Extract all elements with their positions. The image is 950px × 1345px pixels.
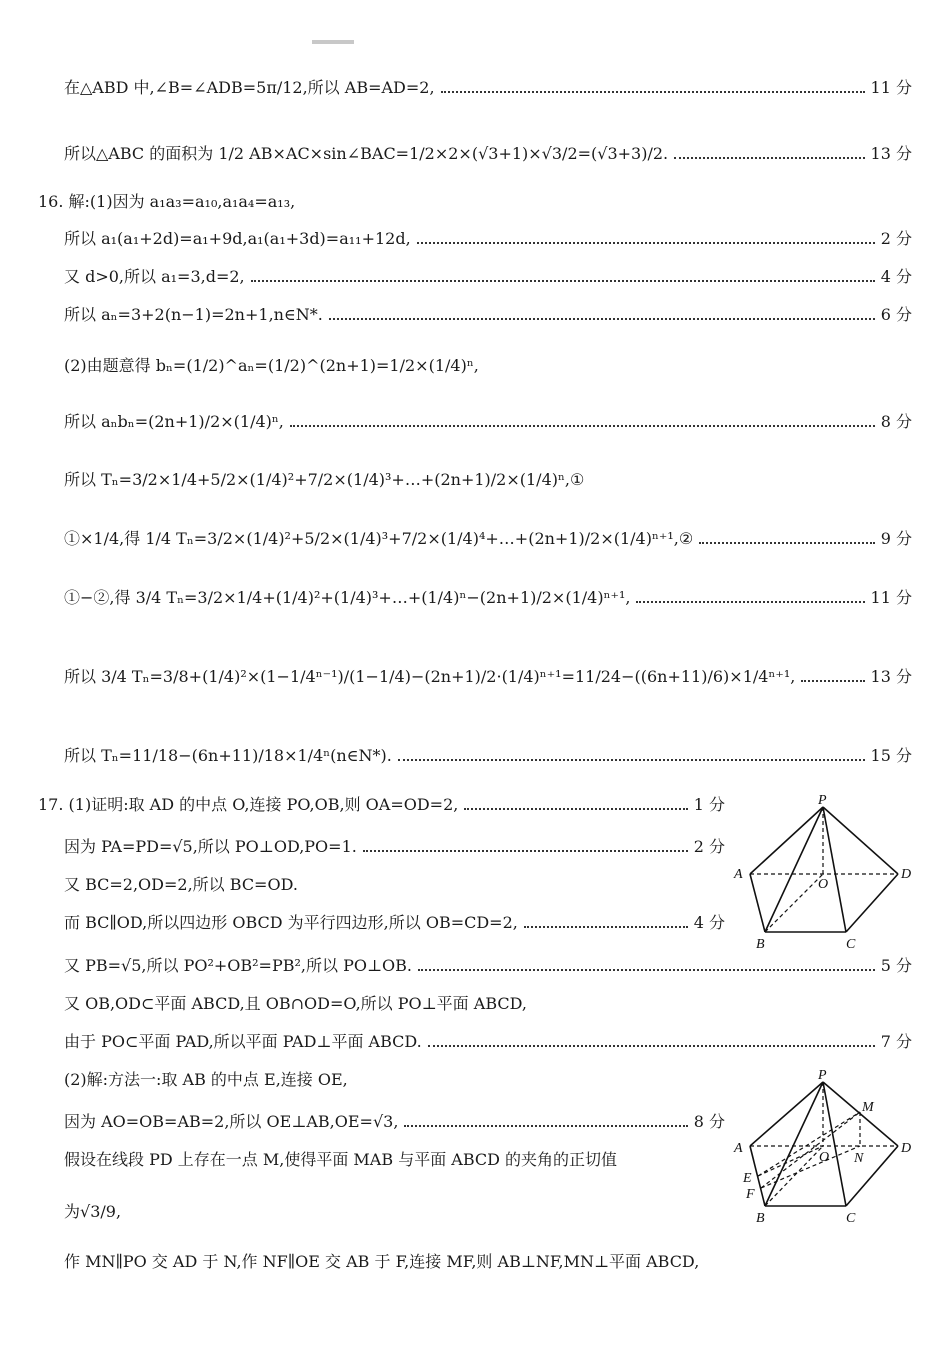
score: 2 分	[880, 229, 912, 248]
score: 6 分	[880, 305, 912, 324]
leader-dots	[398, 759, 865, 761]
line-text: 又 PB=√5,所以 PO²+OB²=PB²,所以 PO⊥OB.	[64, 956, 412, 975]
score: 4 分	[880, 267, 912, 286]
score: 7 分	[880, 1032, 912, 1051]
solution-line	[64, 261, 912, 293]
score: 13 分	[870, 667, 912, 686]
label-N: N	[854, 1151, 864, 1166]
label-M: M	[862, 1100, 874, 1115]
label-C: C	[846, 937, 856, 950]
leader-dots	[417, 242, 875, 244]
label-O: O	[819, 1150, 830, 1165]
solution-line	[64, 394, 912, 450]
score: 5 分	[880, 956, 912, 975]
line-text: 所以 Tₙ=3/2×1/4+5/2×(1/4)²+7/2×(1/4)³+…+(2n+1)/2×(1/4)ⁿ,①	[64, 470, 585, 489]
line-text: 为√3/9,	[64, 1202, 122, 1221]
line-text: ①×1/4,得 1/4 Tₙ=3/2×(1/4)²+5/2×(1/4)³+7/2×(1/4)⁴+…+(2n+1)/2×(1/4)ⁿ⁺¹,②	[64, 529, 694, 548]
label-D: D	[901, 1141, 912, 1156]
solution-line	[64, 299, 912, 331]
label-O: O	[818, 877, 829, 892]
line-text: 又 d>0,所以 a₁=3,d=2,	[64, 267, 245, 286]
score: 13 分	[870, 144, 912, 163]
score: 11 分	[870, 78, 912, 97]
pyramid-figure-2	[728, 1066, 918, 1226]
solution-line	[64, 637, 912, 717]
leader-dots	[329, 318, 875, 320]
leader-dots	[404, 1125, 687, 1127]
score: 11 分	[870, 588, 912, 607]
line-text: 所以 Tₙ=11/18−(6n+11)/18×1/4ⁿ(n∈N*).	[64, 746, 392, 765]
leader-dots	[428, 1045, 875, 1047]
solution-line	[64, 831, 725, 863]
label-A: A	[734, 867, 743, 882]
line-text: 所以 aₙbₙ=(2n+1)/2×(1/4)ⁿ,	[64, 412, 284, 431]
line-text: 所以 a₁(a₁+2d)=a₁+9d,a₁(a₁+3d)=a₁₁+12d,	[64, 229, 411, 248]
line-text: 16. 解:(1)因为 a₁a₃=a₁₀,a₁a₄=a₁₃,	[38, 192, 296, 211]
leader-dots	[290, 425, 875, 427]
line-text: 所以 3/4 Tₙ=3/8+(1/4)²×(1−1/4ⁿ⁻¹)/(1−1/4)−(2n+1)/2·(1/4)ⁿ⁺¹=11/24−((6n+11)/6)×1/4ⁿ⁺¹,	[64, 667, 796, 686]
line-text: 作 MN∥PO 交 AD 于 N,作 NF∥OE 交 AB 于 F,连接 MF,则 AB⊥NF,MN⊥平面 ABCD,	[64, 1252, 700, 1271]
solution-line	[64, 869, 725, 901]
line-text: 所以△ABC 的面积为 1/2 AB×AC×sin∠BAC=1/2×2×(√3+1)×√3/2=(√3+3)/2.	[64, 144, 669, 163]
solution-line	[64, 907, 725, 939]
label-P: P	[818, 793, 827, 808]
line-text: 由于 PO⊂平面 PAD,所以平面 PAD⊥平面 ABCD.	[64, 1032, 422, 1051]
leader-dots	[464, 808, 687, 810]
score: 4 分	[693, 913, 725, 932]
solution-line	[64, 1144, 725, 1176]
solution-line	[64, 950, 912, 982]
score: 8 分	[693, 1112, 725, 1131]
line-text: 17. (1)证明:取 AD 的中点 O,连接 PO,OB,则 OA=OD=2,	[38, 795, 459, 814]
label-F: F	[746, 1187, 755, 1202]
solution-line	[64, 1106, 725, 1138]
scan-mark	[312, 40, 354, 44]
leader-dots	[363, 850, 688, 852]
leader-dots	[636, 601, 864, 603]
score: 15 分	[870, 746, 912, 765]
line-text: 所以 aₙ=3+2(n−1)=2n+1,n∈N*.	[64, 305, 323, 324]
line-text: 在△ABD 中,∠B=∠ADB=5π/12,所以 AB=AD=2,	[64, 78, 435, 97]
leader-dots	[418, 969, 875, 971]
solution-line	[64, 728, 912, 784]
label-A: A	[734, 1141, 743, 1156]
solution-line	[64, 1196, 725, 1228]
line-text: 因为 AO=OB=AB=2,所以 OE⊥AB,OE=√3,	[64, 1112, 399, 1131]
line-text: ①−②,得 3/4 Tₙ=3/2×1/4+(1/4)²+(1/4)³+…+(1/4)ⁿ−(2n+1)/2×(1/4)ⁿ⁺¹,	[64, 588, 631, 607]
solution-line	[64, 988, 912, 1020]
label-C: C	[846, 1211, 856, 1226]
leader-dots	[524, 926, 688, 928]
score: 1 分	[693, 795, 725, 814]
solution-line	[64, 1246, 912, 1278]
score: 2 分	[693, 837, 725, 856]
pyramid-figure-1	[728, 792, 918, 950]
leader-dots	[699, 542, 875, 544]
solution-line	[64, 72, 912, 104]
label-B: B	[756, 1211, 765, 1226]
line-text: (2)由题意得 bₙ=(1/2)^aₙ=(1/2)^(2n+1)=1/2×(1/4)ⁿ,	[64, 356, 479, 375]
solution-line	[64, 338, 912, 394]
label-E: E	[743, 1171, 752, 1186]
solution-line	[64, 570, 912, 626]
question-16-header	[38, 186, 912, 218]
line-text: 因为 PA=PD=√5,所以 PO⊥OD,PO=1.	[64, 837, 357, 856]
leader-dots	[441, 91, 865, 93]
label-P: P	[818, 1068, 827, 1083]
line-text: 假设在线段 PD 上存在一点 M,使得平面 MAB 与平面 ABCD 的夹角的正切值	[64, 1150, 618, 1169]
line-text: 又 OB,OD⊂平面 ABCD,且 OB∩OD=O,所以 PO⊥平面 ABCD,	[64, 994, 527, 1013]
line-text: 又 BC=2,OD=2,所以 BC=OD.	[64, 875, 298, 894]
line-text: 而 BC∥OD,所以四边形 OBCD 为平行四边形,所以 OB=CD=2,	[64, 913, 518, 932]
label-D: D	[901, 867, 912, 882]
solution-line	[64, 126, 912, 182]
line-text: (2)解:方法一:取 AB 的中点 E,连接 OE,	[64, 1070, 348, 1089]
leader-dots	[801, 680, 864, 682]
leader-dots	[251, 280, 875, 282]
solution-line	[64, 1064, 725, 1096]
label-B: B	[756, 937, 765, 950]
question-17-header	[38, 789, 725, 821]
score: 8 分	[880, 412, 912, 431]
score: 9 分	[880, 529, 912, 548]
solution-line	[64, 1026, 912, 1058]
solution-line	[64, 511, 912, 567]
solution-line	[64, 223, 912, 255]
solution-line	[64, 452, 912, 508]
leader-dots	[674, 157, 864, 159]
